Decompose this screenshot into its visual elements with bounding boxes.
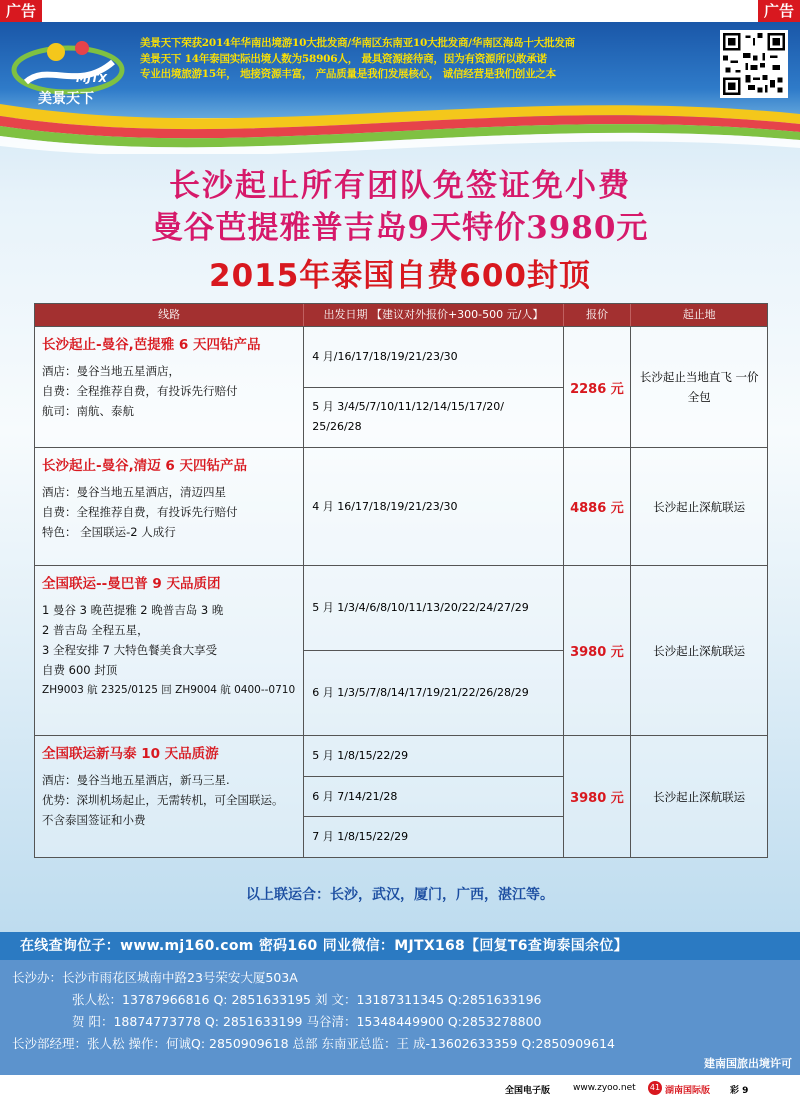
footer-label: 全国电子版	[505, 1086, 551, 1096]
date-entry: 4 月/16/17/18/19/21/23/30	[312, 349, 458, 363]
date-entry: 6 月 7/14/21/28	[304, 776, 562, 817]
page-footer	[0, 1077, 800, 1100]
route-line: 酒店：曼谷当地五星酒店，	[42, 364, 180, 378]
dates-cell	[304, 448, 563, 565]
route-cell	[35, 736, 304, 857]
price-cell: 4886 元	[564, 448, 632, 565]
route-title: 全国联运新马泰 10 天品质游	[42, 746, 219, 762]
route-title: 全国联运--曼巴普 9 天品质团	[42, 576, 221, 592]
route-title: 长沙起止-曼谷,芭提雅 6 天四钻产品	[42, 337, 261, 353]
headline-2: 曼谷芭提雅普吉岛9天特价3980元	[151, 210, 649, 246]
route-line: 2 普吉岛 全程五星，	[42, 623, 149, 637]
table-header	[35, 304, 767, 326]
route-line: 自费：全程推荐自费，有投诉先行赔付	[42, 505, 238, 519]
intro-line: 美景天下荣获2014年华南出境游10大批发商/华南区东南亚10大批发商/华南区海岛十大批发商	[140, 37, 575, 49]
date-entry: 5 月 3/4/5/7/10/11/12/14/15/17/20/ 25/26/28	[304, 387, 562, 448]
footer-section: 湖南国际版	[665, 1086, 711, 1096]
place-cell: 长沙起止深航联运	[653, 643, 746, 658]
ad-tag-left: 广告	[0, 0, 42, 22]
table-row	[35, 565, 767, 735]
route-line: 优势：深圳机场起止，无需转机，可全国联运。	[42, 793, 284, 807]
headline-1: 长沙起止所有团队免签证免小费	[169, 168, 631, 204]
route-cell	[35, 448, 304, 565]
header-price: 报价	[564, 304, 632, 326]
route-line: 特色： 全国联运-2 人成行	[42, 525, 176, 539]
dates-cell	[304, 327, 563, 447]
date-entry: 4 月 16/17/18/19/21/23/30	[312, 499, 458, 513]
route-cell	[35, 327, 304, 447]
route-line: ZH9003 航 2325/0125 回 ZH9004 航 0400--0710	[42, 684, 296, 696]
company-intro	[140, 36, 715, 83]
route-line: 自费：全程推荐自费，有投诉先行赔付	[42, 384, 238, 398]
route-line: 酒店：曼谷当地五星酒店，清迈四星	[42, 485, 226, 499]
logo-text: 美景天下	[38, 91, 94, 107]
intro-line: 美景天下 14年泰国实际出境人数为58906人， 最具资源接待商，因为有资源所以敢承诺	[140, 52, 547, 65]
headline-3: 2015年泰国自费600封顶	[209, 258, 591, 294]
route-title: 长沙起止-曼谷,清迈 6 天四钻产品	[42, 458, 248, 474]
route-line: 航司：南航、泰航	[42, 404, 134, 418]
place-cell: 长沙起止深航联运	[653, 499, 746, 514]
place-cell: 长沙起止深航联运	[653, 789, 746, 804]
qr-code	[720, 30, 788, 98]
route-line: 酒店：曼谷当地五星酒店，新马三星.	[42, 773, 230, 787]
date-entry: 5 月 1/3/4/6/8/10/11/13/20/22/24/27/29	[312, 601, 529, 614]
logo-mjtx: MJTX	[76, 72, 108, 85]
header-place: 起止地	[682, 308, 716, 321]
joining-cities: 以上联运合：长沙，武汉，厦门，广西，湛江等。	[246, 887, 554, 903]
place-cell: 长沙起止当地直飞 一价全包	[639, 370, 759, 404]
date-entry: 6 月 1/3/5/7/8/14/17/19/21/22/26/28/29	[304, 650, 562, 735]
price-cell: 3980 元	[564, 566, 632, 735]
route-cell	[35, 566, 304, 735]
header-dates: 出发日期 【建议对外报价+300-500 元/人】	[304, 304, 563, 326]
route-line: 3 全程安排 7 大特色餐美食大享受	[42, 643, 218, 657]
ad-tag-right: 广告	[758, 0, 800, 22]
price-cell: 2286 元	[564, 327, 632, 447]
contact-line: 长沙部经理：张人松 操作：何诚Q: 2850909618 总部 东南亚总监：王 成-13602633359 Q:2850909614	[12, 1036, 615, 1051]
footer-page-badge: 41	[648, 1081, 662, 1095]
route-line: 不含泰国签证和小费	[42, 813, 146, 827]
contact-line: 贺 阳：18874773778 Q: 2851633199 马谷清：15348449900 Q:2853278800	[72, 1014, 542, 1029]
footer-page: 彩 9	[730, 1086, 749, 1096]
contact-line: 张人松：13787966816 Q: 2851633195 刘 文：13187311345 Q:2851633196	[72, 992, 542, 1007]
table-row	[35, 735, 767, 857]
tour-table	[34, 303, 768, 858]
intro-line: 专业出境旅游15年， 地接资源丰富， 产品质量是我们发展核心， 诚信经营是我们创业之本	[140, 68, 556, 80]
footer-site: www.zyoo.net	[573, 1083, 636, 1093]
contact-block	[0, 960, 800, 1075]
table-row	[35, 326, 767, 447]
route-line: 自费 600 封顶	[42, 663, 118, 677]
dates-cell	[304, 566, 563, 735]
header-route: 线路	[35, 304, 304, 326]
online-query-bar: 在线查询位子：www.mj160.com 密码160 同业微信：MJTX168【回复T6查询泰国余位】	[0, 932, 800, 960]
dates-cell	[304, 736, 563, 857]
route-line: 1 曼谷 3 晚芭提雅 2 晚普吉岛 3 晚	[42, 603, 224, 617]
table-row	[35, 447, 767, 565]
license-text: 建南国旅出境许可	[704, 1057, 792, 1070]
date-entry: 5 月 1/8/15/22/29	[312, 748, 409, 762]
date-entry: 7 月 1/8/15/22/29	[304, 816, 562, 857]
price-cell: 3980 元	[564, 736, 632, 857]
contact-line: 长沙办：长沙市雨花区城南中路23号荣安大厦503A	[12, 970, 298, 985]
